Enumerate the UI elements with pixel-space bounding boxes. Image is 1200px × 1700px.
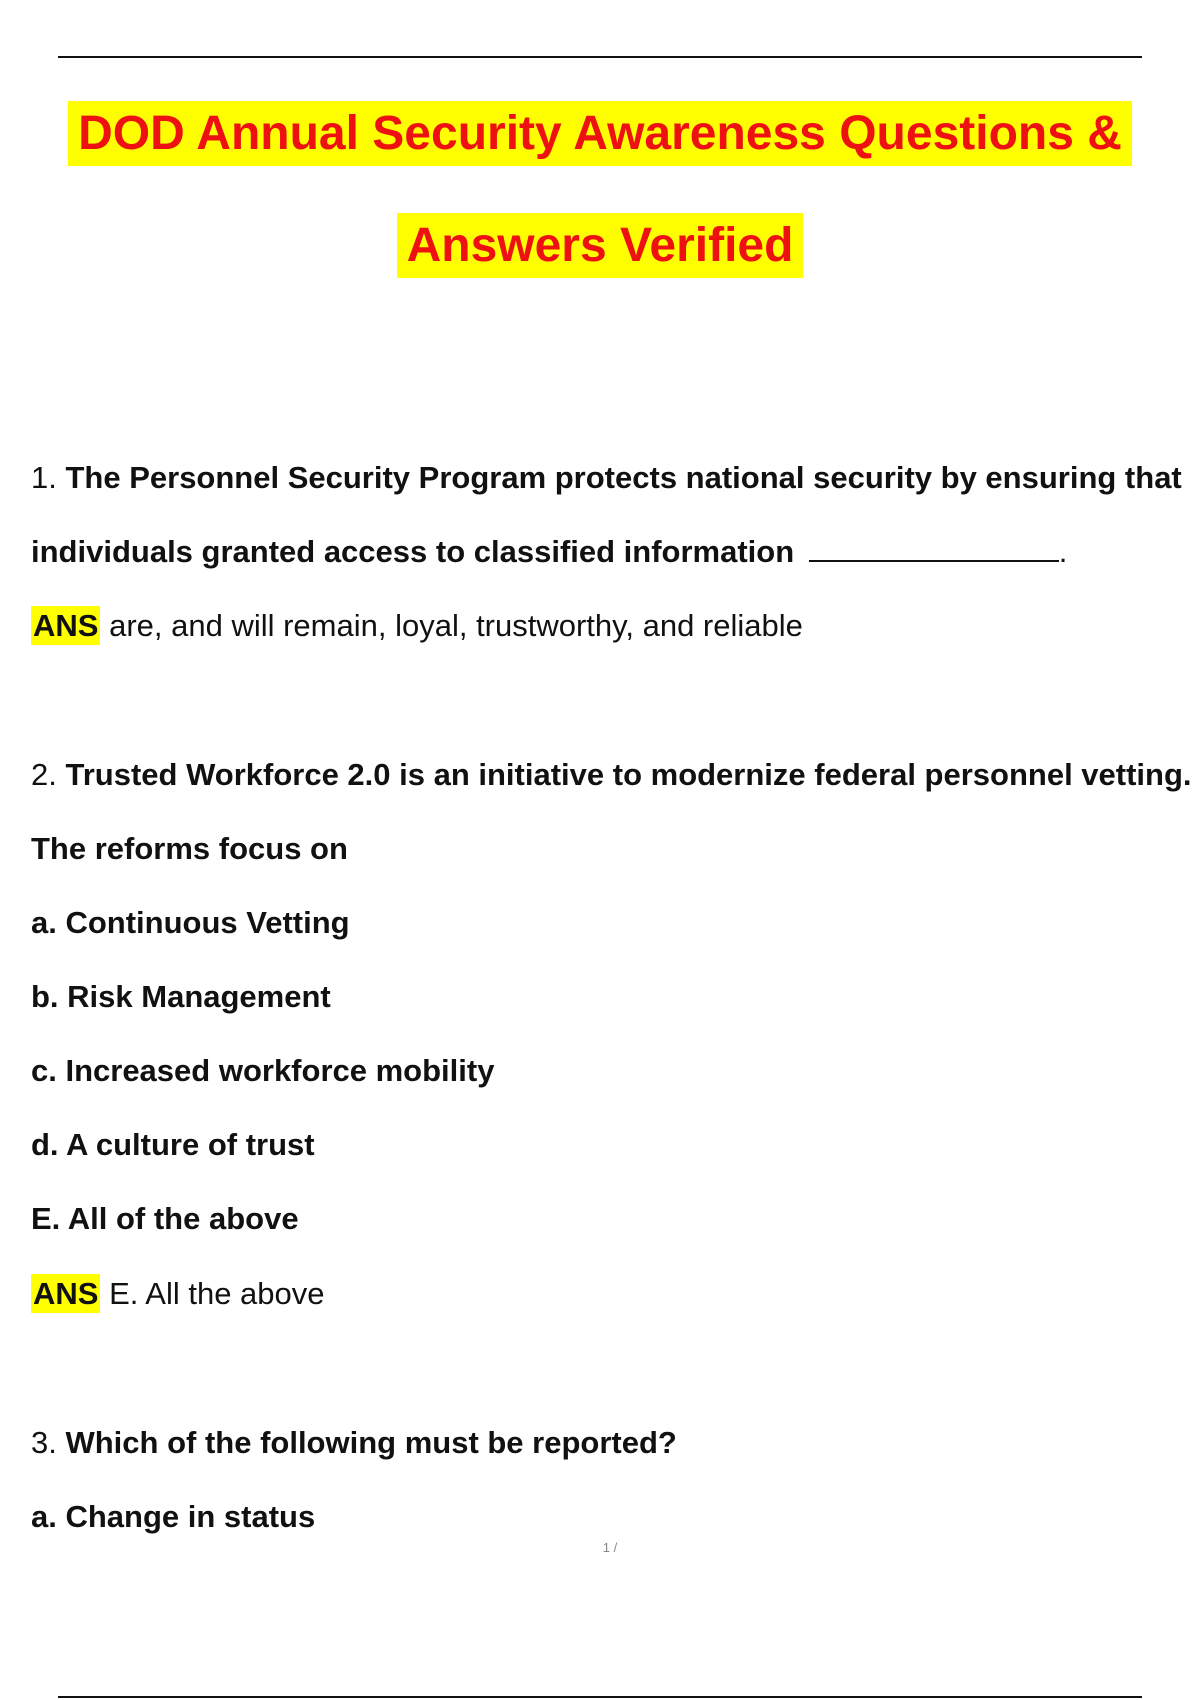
option-label: b. Risk Management [31,979,331,1014]
option-label: d. A culture of trust [31,1127,315,1162]
question-2-text-2: The reforms focus on [31,831,348,866]
answer-tag: ANS [33,1276,99,1311]
question-1-text-2: individuals granted access to classified information [31,534,795,569]
question-2-line-1 [31,755,1192,795]
footer-rule [58,1696,1142,1698]
question-2-answer-text: E. All the above [109,1276,325,1311]
question-2-option-b [31,977,331,1017]
question-2-number: 2. [31,757,57,792]
title-text-2: Answers Verified [397,213,804,278]
question-2-text-1: Trusted Workforce 2.0 is an initiative to modernize federal personnel vetting. [65,757,1192,792]
title-text-1: DOD Annual Security Awareness Questions & [68,101,1132,166]
question-1-number: 1. [31,460,57,495]
header-rule [58,56,1142,58]
question-3-option-a [31,1497,315,1537]
question-3-text-1: Which of the following must be reported? [65,1425,677,1460]
question-1-answer-text: are, and will remain, loyal, trustworthy, and reliable [109,608,803,643]
question-2-option-a [31,903,350,943]
question-1-line-2 [31,532,1067,572]
question-1-line-1 [31,458,1182,498]
title-line-2 [0,216,1200,276]
question-1-period: . [1058,534,1068,569]
question-2-option-e [31,1199,299,1239]
option-label: a. Change in status [31,1499,316,1534]
question-2-answer [31,1274,325,1314]
question-1-answer [31,606,803,646]
question-3-line-1 [31,1423,677,1463]
option-label: c. Increased workforce mobility [31,1053,495,1088]
question-2-line-2 [31,829,348,869]
question-1-text-1: The Personnel Security Program protects national security by ensuring that [65,460,1182,495]
page-number: 1 / [602,1540,618,1555]
question-2-option-d [31,1125,315,1165]
question-2-option-c [31,1051,494,1091]
option-label: a. Continuous Vetting [31,905,350,940]
answer-tag: ANS [33,608,99,643]
title-line-1 [0,104,1200,164]
question-3-number: 3. [31,1425,57,1460]
fill-in-blank [809,534,1059,562]
option-label: E. All of the above [31,1201,299,1236]
